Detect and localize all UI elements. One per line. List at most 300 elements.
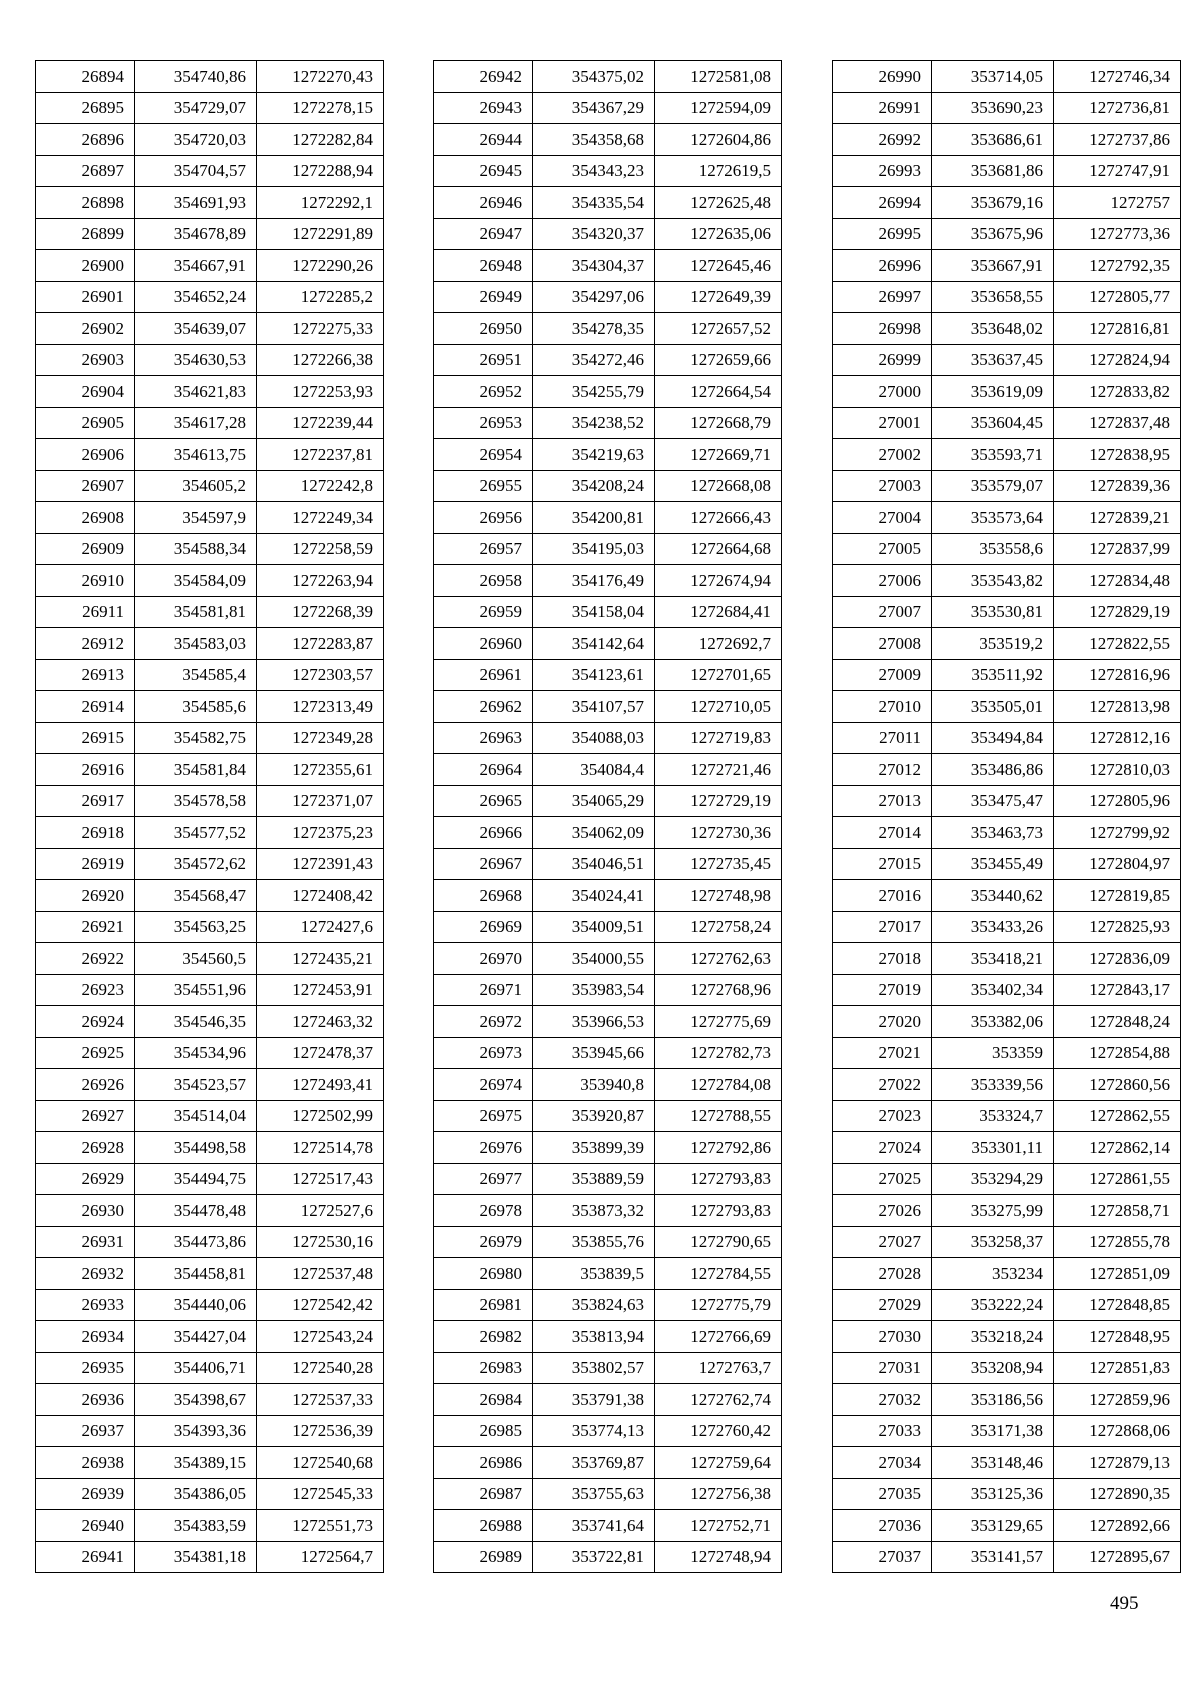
x-coordinate-cell: 354551,96 (135, 974, 257, 1006)
point-number-cell: 26947 (434, 218, 533, 250)
table-row (434, 943, 782, 975)
x-coordinate-cell: 354617,28 (135, 407, 257, 439)
table-row (36, 218, 384, 250)
x-coordinate-cell: 354386,05 (135, 1478, 257, 1510)
table-row (434, 722, 782, 754)
y-coordinate-cell: 1272816,81 (1054, 313, 1181, 345)
y-coordinate-cell: 1272851,83 (1054, 1352, 1181, 1384)
point-number-cell: 26935 (36, 1352, 135, 1384)
x-coordinate-cell: 354729,07 (135, 92, 257, 124)
y-coordinate-cell: 1272861,55 (1054, 1163, 1181, 1195)
table-row (833, 817, 1181, 849)
y-coordinate-cell: 1272288,94 (257, 155, 384, 187)
y-coordinate-cell: 1272752,71 (655, 1510, 782, 1542)
x-coordinate-cell: 353402,34 (932, 974, 1054, 1006)
x-coordinate-cell: 353494,84 (932, 722, 1054, 754)
table-row (36, 1510, 384, 1542)
y-coordinate-cell: 1272303,57 (257, 659, 384, 691)
point-number-cell: 27012 (833, 754, 932, 786)
x-coordinate-cell: 354572,62 (135, 848, 257, 880)
point-number-cell: 26896 (36, 124, 135, 156)
x-coordinate-cell: 353839,5 (533, 1258, 655, 1290)
table-row (36, 691, 384, 723)
point-number-cell: 27016 (833, 880, 932, 912)
table-row (434, 1258, 782, 1290)
table-row (833, 407, 1181, 439)
x-coordinate-cell: 354605,2 (135, 470, 257, 502)
table-row (36, 1289, 384, 1321)
point-number-cell: 26914 (36, 691, 135, 723)
table-row (434, 218, 782, 250)
y-coordinate-cell: 1272799,92 (1054, 817, 1181, 849)
y-coordinate-cell: 1272793,83 (655, 1195, 782, 1227)
table-row (36, 344, 384, 376)
table-row (434, 533, 782, 565)
point-number-cell: 26919 (36, 848, 135, 880)
point-number-cell: 26953 (434, 407, 533, 439)
x-coordinate-cell: 354375,02 (533, 61, 655, 93)
x-coordinate-cell: 353208,94 (932, 1352, 1054, 1384)
point-number-cell: 26926 (36, 1069, 135, 1101)
x-coordinate-cell: 353486,86 (932, 754, 1054, 786)
x-coordinate-cell: 354581,81 (135, 596, 257, 628)
point-number-cell: 27004 (833, 502, 932, 534)
table-row (434, 1352, 782, 1384)
x-coordinate-cell: 354494,75 (135, 1163, 257, 1195)
y-coordinate-cell: 1272253,93 (257, 376, 384, 408)
y-coordinate-cell: 1272657,52 (655, 313, 782, 345)
x-coordinate-cell: 354568,47 (135, 880, 257, 912)
x-coordinate-cell: 354084,4 (533, 754, 655, 786)
y-coordinate-cell: 1272766,69 (655, 1321, 782, 1353)
table-row (833, 974, 1181, 1006)
point-number-cell: 26998 (833, 313, 932, 345)
point-number-cell: 26931 (36, 1226, 135, 1258)
y-coordinate-cell: 1272604,86 (655, 124, 782, 156)
y-coordinate-cell: 1272775,69 (655, 1006, 782, 1038)
table-row (833, 92, 1181, 124)
y-coordinate-cell: 1272834,48 (1054, 565, 1181, 597)
table-row (434, 61, 782, 93)
y-coordinate-cell: 1272763,7 (655, 1352, 782, 1384)
point-number-cell: 27037 (833, 1541, 932, 1573)
y-coordinate-cell: 1272684,41 (655, 596, 782, 628)
table-row (36, 628, 384, 660)
x-coordinate-cell: 353455,49 (932, 848, 1054, 880)
point-number-cell: 26997 (833, 281, 932, 313)
table-row (36, 187, 384, 219)
x-coordinate-cell: 354613,75 (135, 439, 257, 471)
table-row (833, 691, 1181, 723)
y-coordinate-cell: 1272816,96 (1054, 659, 1181, 691)
table-row (833, 722, 1181, 754)
point-number-cell: 26978 (434, 1195, 533, 1227)
y-coordinate-cell: 1272266,38 (257, 344, 384, 376)
x-coordinate-cell: 353802,57 (533, 1352, 655, 1384)
point-number-cell: 26975 (434, 1100, 533, 1132)
point-number-cell: 26973 (434, 1037, 533, 1069)
x-coordinate-cell: 353359 (932, 1037, 1054, 1069)
point-number-cell: 26921 (36, 911, 135, 943)
point-number-cell: 26993 (833, 155, 932, 187)
point-number-cell: 26900 (36, 250, 135, 282)
table-row (833, 1163, 1181, 1195)
point-number-cell: 26954 (434, 439, 533, 471)
y-coordinate-cell: 1272674,94 (655, 565, 782, 597)
y-coordinate-cell: 1272879,13 (1054, 1447, 1181, 1479)
table-row (434, 1069, 782, 1101)
x-coordinate-cell: 353658,55 (932, 281, 1054, 313)
x-coordinate-cell: 353722,81 (533, 1541, 655, 1573)
table-row (833, 596, 1181, 628)
x-coordinate-cell: 354238,52 (533, 407, 655, 439)
point-number-cell: 26930 (36, 1195, 135, 1227)
y-coordinate-cell: 1272824,94 (1054, 344, 1181, 376)
table-row (36, 1321, 384, 1353)
table-row (833, 470, 1181, 502)
x-coordinate-cell: 353920,87 (533, 1100, 655, 1132)
y-coordinate-cell: 1272810,03 (1054, 754, 1181, 786)
y-coordinate-cell: 1272860,56 (1054, 1069, 1181, 1101)
table-row (434, 439, 782, 471)
x-coordinate-cell: 353186,56 (932, 1384, 1054, 1416)
table-row (434, 911, 782, 943)
x-coordinate-cell: 354358,68 (533, 124, 655, 156)
table-row (36, 1226, 384, 1258)
point-number-cell: 26945 (434, 155, 533, 187)
x-coordinate-cell: 354255,79 (533, 376, 655, 408)
y-coordinate-cell: 1272619,5 (655, 155, 782, 187)
table-row (833, 155, 1181, 187)
point-number-cell: 26903 (36, 344, 135, 376)
x-coordinate-cell: 353258,37 (932, 1226, 1054, 1258)
x-coordinate-cell: 354297,06 (533, 281, 655, 313)
point-number-cell: 27023 (833, 1100, 932, 1132)
table-row (36, 502, 384, 534)
y-coordinate-cell: 1272285,2 (257, 281, 384, 313)
y-coordinate-cell: 1272859,96 (1054, 1384, 1181, 1416)
y-coordinate-cell: 1272836,09 (1054, 943, 1181, 975)
y-coordinate-cell: 1272692,7 (655, 628, 782, 660)
x-coordinate-cell: 354065,29 (533, 785, 655, 817)
table-row (434, 628, 782, 660)
table-row (434, 281, 782, 313)
point-number-cell: 26984 (434, 1384, 533, 1416)
table-row (833, 1289, 1181, 1321)
point-number-cell: 26990 (833, 61, 932, 93)
y-coordinate-cell: 1272756,38 (655, 1478, 782, 1510)
x-coordinate-cell: 354406,71 (135, 1352, 257, 1384)
y-coordinate-cell: 1272839,21 (1054, 502, 1181, 534)
table-row (833, 1037, 1181, 1069)
y-coordinate-cell: 1272812,16 (1054, 722, 1181, 754)
point-number-cell: 27034 (833, 1447, 932, 1479)
table-row (434, 470, 782, 502)
x-coordinate-cell: 354621,83 (135, 376, 257, 408)
y-coordinate-cell: 1272540,68 (257, 1447, 384, 1479)
y-coordinate-cell: 1272762,63 (655, 943, 782, 975)
table-row (434, 1541, 782, 1573)
table-row (36, 596, 384, 628)
point-number-cell: 27017 (833, 911, 932, 943)
point-number-cell: 27015 (833, 848, 932, 880)
table-row (434, 1384, 782, 1416)
y-coordinate-cell: 1272391,43 (257, 848, 384, 880)
table-row (36, 1447, 384, 1479)
y-coordinate-cell: 1272371,07 (257, 785, 384, 817)
table-row (36, 1541, 384, 1573)
x-coordinate-cell: 353679,16 (932, 187, 1054, 219)
point-number-cell: 26932 (36, 1258, 135, 1290)
table-row (434, 974, 782, 1006)
point-number-cell: 26965 (434, 785, 533, 817)
y-coordinate-cell: 1272735,45 (655, 848, 782, 880)
y-coordinate-cell: 1272788,55 (655, 1100, 782, 1132)
table-row (36, 1163, 384, 1195)
y-coordinate-cell: 1272540,28 (257, 1352, 384, 1384)
x-coordinate-cell: 353637,45 (932, 344, 1054, 376)
x-coordinate-cell: 354585,6 (135, 691, 257, 723)
point-number-cell: 26985 (434, 1415, 533, 1447)
table-row (833, 1226, 1181, 1258)
point-number-cell: 26922 (36, 943, 135, 975)
x-coordinate-cell: 353774,13 (533, 1415, 655, 1447)
x-coordinate-cell: 354473,86 (135, 1226, 257, 1258)
point-number-cell: 26929 (36, 1163, 135, 1195)
y-coordinate-cell: 1272855,78 (1054, 1226, 1181, 1258)
x-coordinate-cell: 353945,66 (533, 1037, 655, 1069)
table-row (36, 1132, 384, 1164)
y-coordinate-cell: 1272895,67 (1054, 1541, 1181, 1573)
point-number-cell: 26950 (434, 313, 533, 345)
y-coordinate-cell: 1272759,64 (655, 1447, 782, 1479)
y-coordinate-cell: 1272805,96 (1054, 785, 1181, 817)
y-coordinate-cell: 1272543,24 (257, 1321, 384, 1353)
point-number-cell: 27030 (833, 1321, 932, 1353)
y-coordinate-cell: 1272493,41 (257, 1069, 384, 1101)
table-row (36, 281, 384, 313)
point-number-cell: 26951 (434, 344, 533, 376)
x-coordinate-cell: 354123,61 (533, 659, 655, 691)
table-row (36, 124, 384, 156)
point-number-cell: 26987 (434, 1478, 533, 1510)
y-coordinate-cell: 1272737,86 (1054, 124, 1181, 156)
y-coordinate-cell: 1272784,55 (655, 1258, 782, 1290)
y-coordinate-cell: 1272669,71 (655, 439, 782, 471)
table-row (434, 1006, 782, 1038)
y-coordinate-cell: 1272858,71 (1054, 1195, 1181, 1227)
table-row (36, 722, 384, 754)
point-number-cell: 26941 (36, 1541, 135, 1573)
x-coordinate-cell: 354393,36 (135, 1415, 257, 1447)
y-coordinate-cell: 1272848,85 (1054, 1289, 1181, 1321)
x-coordinate-cell: 354534,96 (135, 1037, 257, 1069)
table-row (434, 1510, 782, 1542)
table-row (833, 911, 1181, 943)
y-coordinate-cell: 1272408,42 (257, 880, 384, 912)
point-number-cell: 27020 (833, 1006, 932, 1038)
y-coordinate-cell: 1272292,1 (257, 187, 384, 219)
table-row (833, 848, 1181, 880)
x-coordinate-cell: 354427,04 (135, 1321, 257, 1353)
y-coordinate-cell: 1272551,73 (257, 1510, 384, 1542)
table-body (833, 61, 1181, 1573)
y-coordinate-cell: 1272854,88 (1054, 1037, 1181, 1069)
x-coordinate-cell: 354195,03 (533, 533, 655, 565)
point-number-cell: 26912 (36, 628, 135, 660)
y-coordinate-cell: 1272762,74 (655, 1384, 782, 1416)
table-row (434, 407, 782, 439)
table-row (36, 376, 384, 408)
table-row (434, 659, 782, 691)
y-coordinate-cell: 1272862,55 (1054, 1100, 1181, 1132)
y-coordinate-cell: 1272790,65 (655, 1226, 782, 1258)
table-row (833, 1478, 1181, 1510)
point-number-cell: 27011 (833, 722, 932, 754)
x-coordinate-cell: 354107,57 (533, 691, 655, 723)
y-coordinate-cell: 1272813,98 (1054, 691, 1181, 723)
table-row (434, 1289, 782, 1321)
x-coordinate-cell: 354000,55 (533, 943, 655, 975)
point-number-cell: 26962 (434, 691, 533, 723)
point-number-cell: 26917 (36, 785, 135, 817)
point-number-cell: 26988 (434, 1510, 533, 1542)
y-coordinate-cell: 1272645,46 (655, 250, 782, 282)
x-coordinate-cell: 353433,26 (932, 911, 1054, 943)
y-coordinate-cell: 1272527,6 (257, 1195, 384, 1227)
x-coordinate-cell: 354639,07 (135, 313, 257, 345)
point-number-cell: 26989 (434, 1541, 533, 1573)
y-coordinate-cell: 1272239,44 (257, 407, 384, 439)
y-coordinate-cell: 1272545,33 (257, 1478, 384, 1510)
y-coordinate-cell: 1272435,21 (257, 943, 384, 975)
y-coordinate-cell: 1272275,33 (257, 313, 384, 345)
y-coordinate-cell: 1272719,83 (655, 722, 782, 754)
x-coordinate-cell: 354720,03 (135, 124, 257, 156)
point-number-cell: 26943 (434, 92, 533, 124)
point-number-cell: 26924 (36, 1006, 135, 1038)
x-coordinate-cell: 354458,81 (135, 1258, 257, 1290)
table-row (833, 1352, 1181, 1384)
y-coordinate-cell: 1272746,34 (1054, 61, 1181, 93)
x-coordinate-cell: 353755,63 (533, 1478, 655, 1510)
table-row (434, 1132, 782, 1164)
table-row (36, 880, 384, 912)
y-coordinate-cell: 1272805,77 (1054, 281, 1181, 313)
x-coordinate-cell: 354440,06 (135, 1289, 257, 1321)
x-coordinate-cell: 353686,61 (932, 124, 1054, 156)
table-row (833, 344, 1181, 376)
x-coordinate-cell: 354584,09 (135, 565, 257, 597)
y-coordinate-cell: 1272837,48 (1054, 407, 1181, 439)
point-number-cell: 26911 (36, 596, 135, 628)
point-number-cell: 26949 (434, 281, 533, 313)
table-row (36, 817, 384, 849)
table-row (434, 1478, 782, 1510)
point-number-cell: 26994 (833, 187, 932, 219)
point-number-cell: 26908 (36, 502, 135, 534)
y-coordinate-cell: 1272537,33 (257, 1384, 384, 1416)
point-number-cell: 26910 (36, 565, 135, 597)
point-number-cell: 26980 (434, 1258, 533, 1290)
point-number-cell: 26898 (36, 187, 135, 219)
table-row (833, 1447, 1181, 1479)
x-coordinate-cell: 354691,93 (135, 187, 257, 219)
point-number-cell: 27032 (833, 1384, 932, 1416)
x-coordinate-cell: 354046,51 (533, 848, 655, 880)
point-number-cell: 26944 (434, 124, 533, 156)
x-coordinate-cell: 353530,81 (932, 596, 1054, 628)
x-coordinate-cell: 353234 (932, 1258, 1054, 1290)
point-number-cell: 26948 (434, 250, 533, 282)
y-coordinate-cell: 1272804,97 (1054, 848, 1181, 880)
table-row (434, 344, 782, 376)
table-row (833, 754, 1181, 786)
point-number-cell: 26982 (434, 1321, 533, 1353)
y-coordinate-cell: 1272793,83 (655, 1163, 782, 1195)
x-coordinate-cell: 354582,75 (135, 722, 257, 754)
table-row (434, 1415, 782, 1447)
y-coordinate-cell: 1272581,08 (655, 61, 782, 93)
point-number-cell: 27036 (833, 1510, 932, 1542)
point-number-cell: 26967 (434, 848, 533, 880)
x-coordinate-cell: 354652,24 (135, 281, 257, 313)
y-coordinate-cell: 1272837,99 (1054, 533, 1181, 565)
table-row (434, 785, 782, 817)
table-row (434, 502, 782, 534)
point-number-cell: 27009 (833, 659, 932, 691)
point-number-cell: 26968 (434, 880, 533, 912)
point-number-cell: 27006 (833, 565, 932, 597)
point-number-cell: 26895 (36, 92, 135, 124)
x-coordinate-cell: 354343,23 (533, 155, 655, 187)
table-row (833, 1006, 1181, 1038)
table-row (434, 1195, 782, 1227)
x-coordinate-cell: 353148,46 (932, 1447, 1054, 1479)
x-coordinate-cell: 354585,4 (135, 659, 257, 691)
table-row (434, 313, 782, 345)
point-number-cell: 27018 (833, 943, 932, 975)
table-row (36, 1415, 384, 1447)
y-coordinate-cell: 1272730,36 (655, 817, 782, 849)
y-coordinate-cell: 1272758,24 (655, 911, 782, 943)
y-coordinate-cell: 1272453,91 (257, 974, 384, 1006)
x-coordinate-cell: 354200,81 (533, 502, 655, 534)
table-row (833, 785, 1181, 817)
x-coordinate-cell: 353519,2 (932, 628, 1054, 660)
table-row (833, 1384, 1181, 1416)
point-number-cell: 26956 (434, 502, 533, 534)
table-row (833, 218, 1181, 250)
x-coordinate-cell: 353824,63 (533, 1289, 655, 1321)
x-coordinate-cell: 353382,06 (932, 1006, 1054, 1038)
table-row (36, 407, 384, 439)
x-coordinate-cell: 353275,99 (932, 1195, 1054, 1227)
point-number-cell: 26977 (434, 1163, 533, 1195)
table-row (36, 1258, 384, 1290)
point-number-cell: 26923 (36, 974, 135, 1006)
y-coordinate-cell: 1272825,93 (1054, 911, 1181, 943)
x-coordinate-cell: 354219,63 (533, 439, 655, 471)
x-coordinate-cell: 353222,24 (932, 1289, 1054, 1321)
y-coordinate-cell: 1272594,09 (655, 92, 782, 124)
point-number-cell: 26933 (36, 1289, 135, 1321)
y-coordinate-cell: 1272427,6 (257, 911, 384, 943)
table-row (833, 1541, 1181, 1573)
y-coordinate-cell: 1272635,06 (655, 218, 782, 250)
y-coordinate-cell: 1272278,15 (257, 92, 384, 124)
point-number-cell: 27031 (833, 1352, 932, 1384)
